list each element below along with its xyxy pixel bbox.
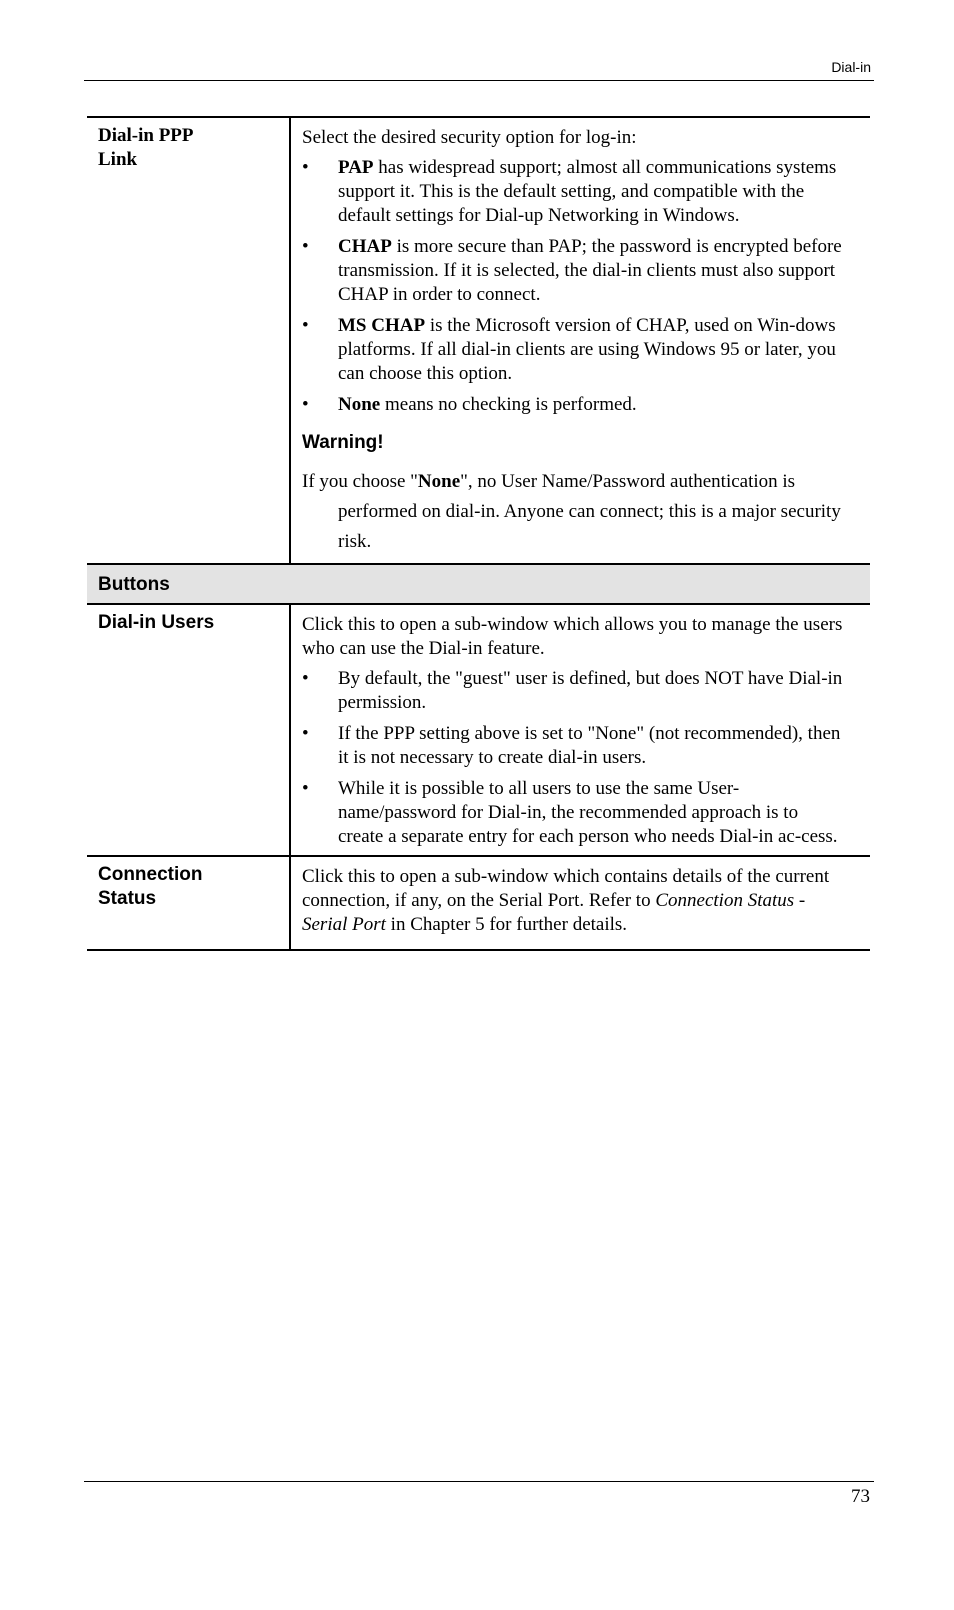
table-row-connection-status bbox=[87, 856, 870, 950]
bullet-icon: • bbox=[302, 778, 309, 799]
list-item bbox=[302, 235, 848, 307]
option-term: CHAP bbox=[338, 236, 392, 257]
option-term: None bbox=[338, 394, 381, 415]
option-desc: is more secure than PAP; the password is encrypted before transmission. If it is selected, the dial-in clients must also support CHAP in order to connect. bbox=[338, 236, 842, 305]
ppp-intro: Select the desired security option for log-in: bbox=[302, 127, 637, 148]
row-desc-ppp-link bbox=[290, 117, 870, 564]
bullet-icon: • bbox=[302, 157, 309, 178]
list-item: • While it is possible to all users to use the same User-name/password for Dial-in, the recommended approach is to create a separate entry for each person who needs Dial-in ac-cess. bbox=[302, 778, 838, 847]
warning-text: If you choose "None", no User Name/Password authentication is performed on dial-in. Anyone can connect; this is a major security risk. bbox=[302, 471, 841, 552]
bullet-icon: • bbox=[302, 668, 309, 689]
dialin-users-intro: Click this to open a sub-window which allows you to manage the users who can use the Dial-in feature. bbox=[302, 614, 843, 659]
settings-table bbox=[87, 116, 870, 951]
list-item bbox=[302, 393, 848, 417]
ppp-option-list bbox=[302, 156, 848, 417]
warning-term: None bbox=[417, 471, 461, 492]
bullet-icon: • bbox=[302, 723, 309, 744]
list-item: • If the PPP setting above is set to "None" (not recommended), then it is not necessary to create dial-in users. bbox=[302, 723, 841, 768]
list-item bbox=[302, 156, 848, 228]
row-label-ppp-link bbox=[87, 117, 290, 564]
bullet-icon: • bbox=[302, 394, 309, 415]
section-row-buttons bbox=[87, 564, 870, 604]
cross-reference: Connection Status - Serial Port bbox=[302, 890, 806, 935]
row-label-dialin-users: Dial-in Users bbox=[87, 604, 290, 856]
option-term: MS CHAP bbox=[338, 315, 426, 336]
option-desc: means no checking is performed. bbox=[380, 394, 637, 415]
connection-status-text: Click this to open a sub-window which contains details of the current connection, if any, on the Serial Port. Refer to Connection Status - Serial Port in Chapter 5 for further details. bbox=[302, 866, 830, 935]
row-label-connection-status bbox=[87, 856, 290, 950]
warning-heading: Warning! bbox=[302, 432, 384, 453]
list-item: • By default, the "guest" user is defined, but does NOT have Dial-in permission. bbox=[302, 668, 843, 713]
section-title: Dial-in bbox=[831, 59, 871, 75]
bullet-icon: • bbox=[302, 236, 309, 257]
label-text: Connection Status bbox=[98, 864, 203, 909]
dialin-users-list bbox=[302, 667, 848, 849]
list-item bbox=[302, 314, 848, 386]
section-heading-buttons: Buttons bbox=[87, 564, 870, 604]
table-row-ppp-link bbox=[87, 117, 870, 564]
running-header bbox=[84, 0, 874, 81]
page-footer bbox=[84, 1481, 874, 1507]
label-text: Dial-in PPP Link bbox=[98, 125, 193, 170]
option-desc: has widespread support; almost all communications systems support it. This is the default setting, and compatible with the default settings for Dial-up Networking in Windows. bbox=[338, 157, 837, 226]
table-row-dialin-users bbox=[87, 604, 870, 856]
bullet-icon: • bbox=[302, 315, 309, 336]
row-desc-dialin-users bbox=[290, 604, 870, 856]
option-term: PAP bbox=[338, 157, 374, 178]
option-desc: is the Microsoft version of CHAP, used on Win-dows platforms. If all dial-in clients are using Windows 95 or later, you can choose this option. bbox=[338, 315, 836, 384]
row-desc-connection-status bbox=[290, 856, 870, 950]
page-number: 73 bbox=[851, 1486, 870, 1507]
